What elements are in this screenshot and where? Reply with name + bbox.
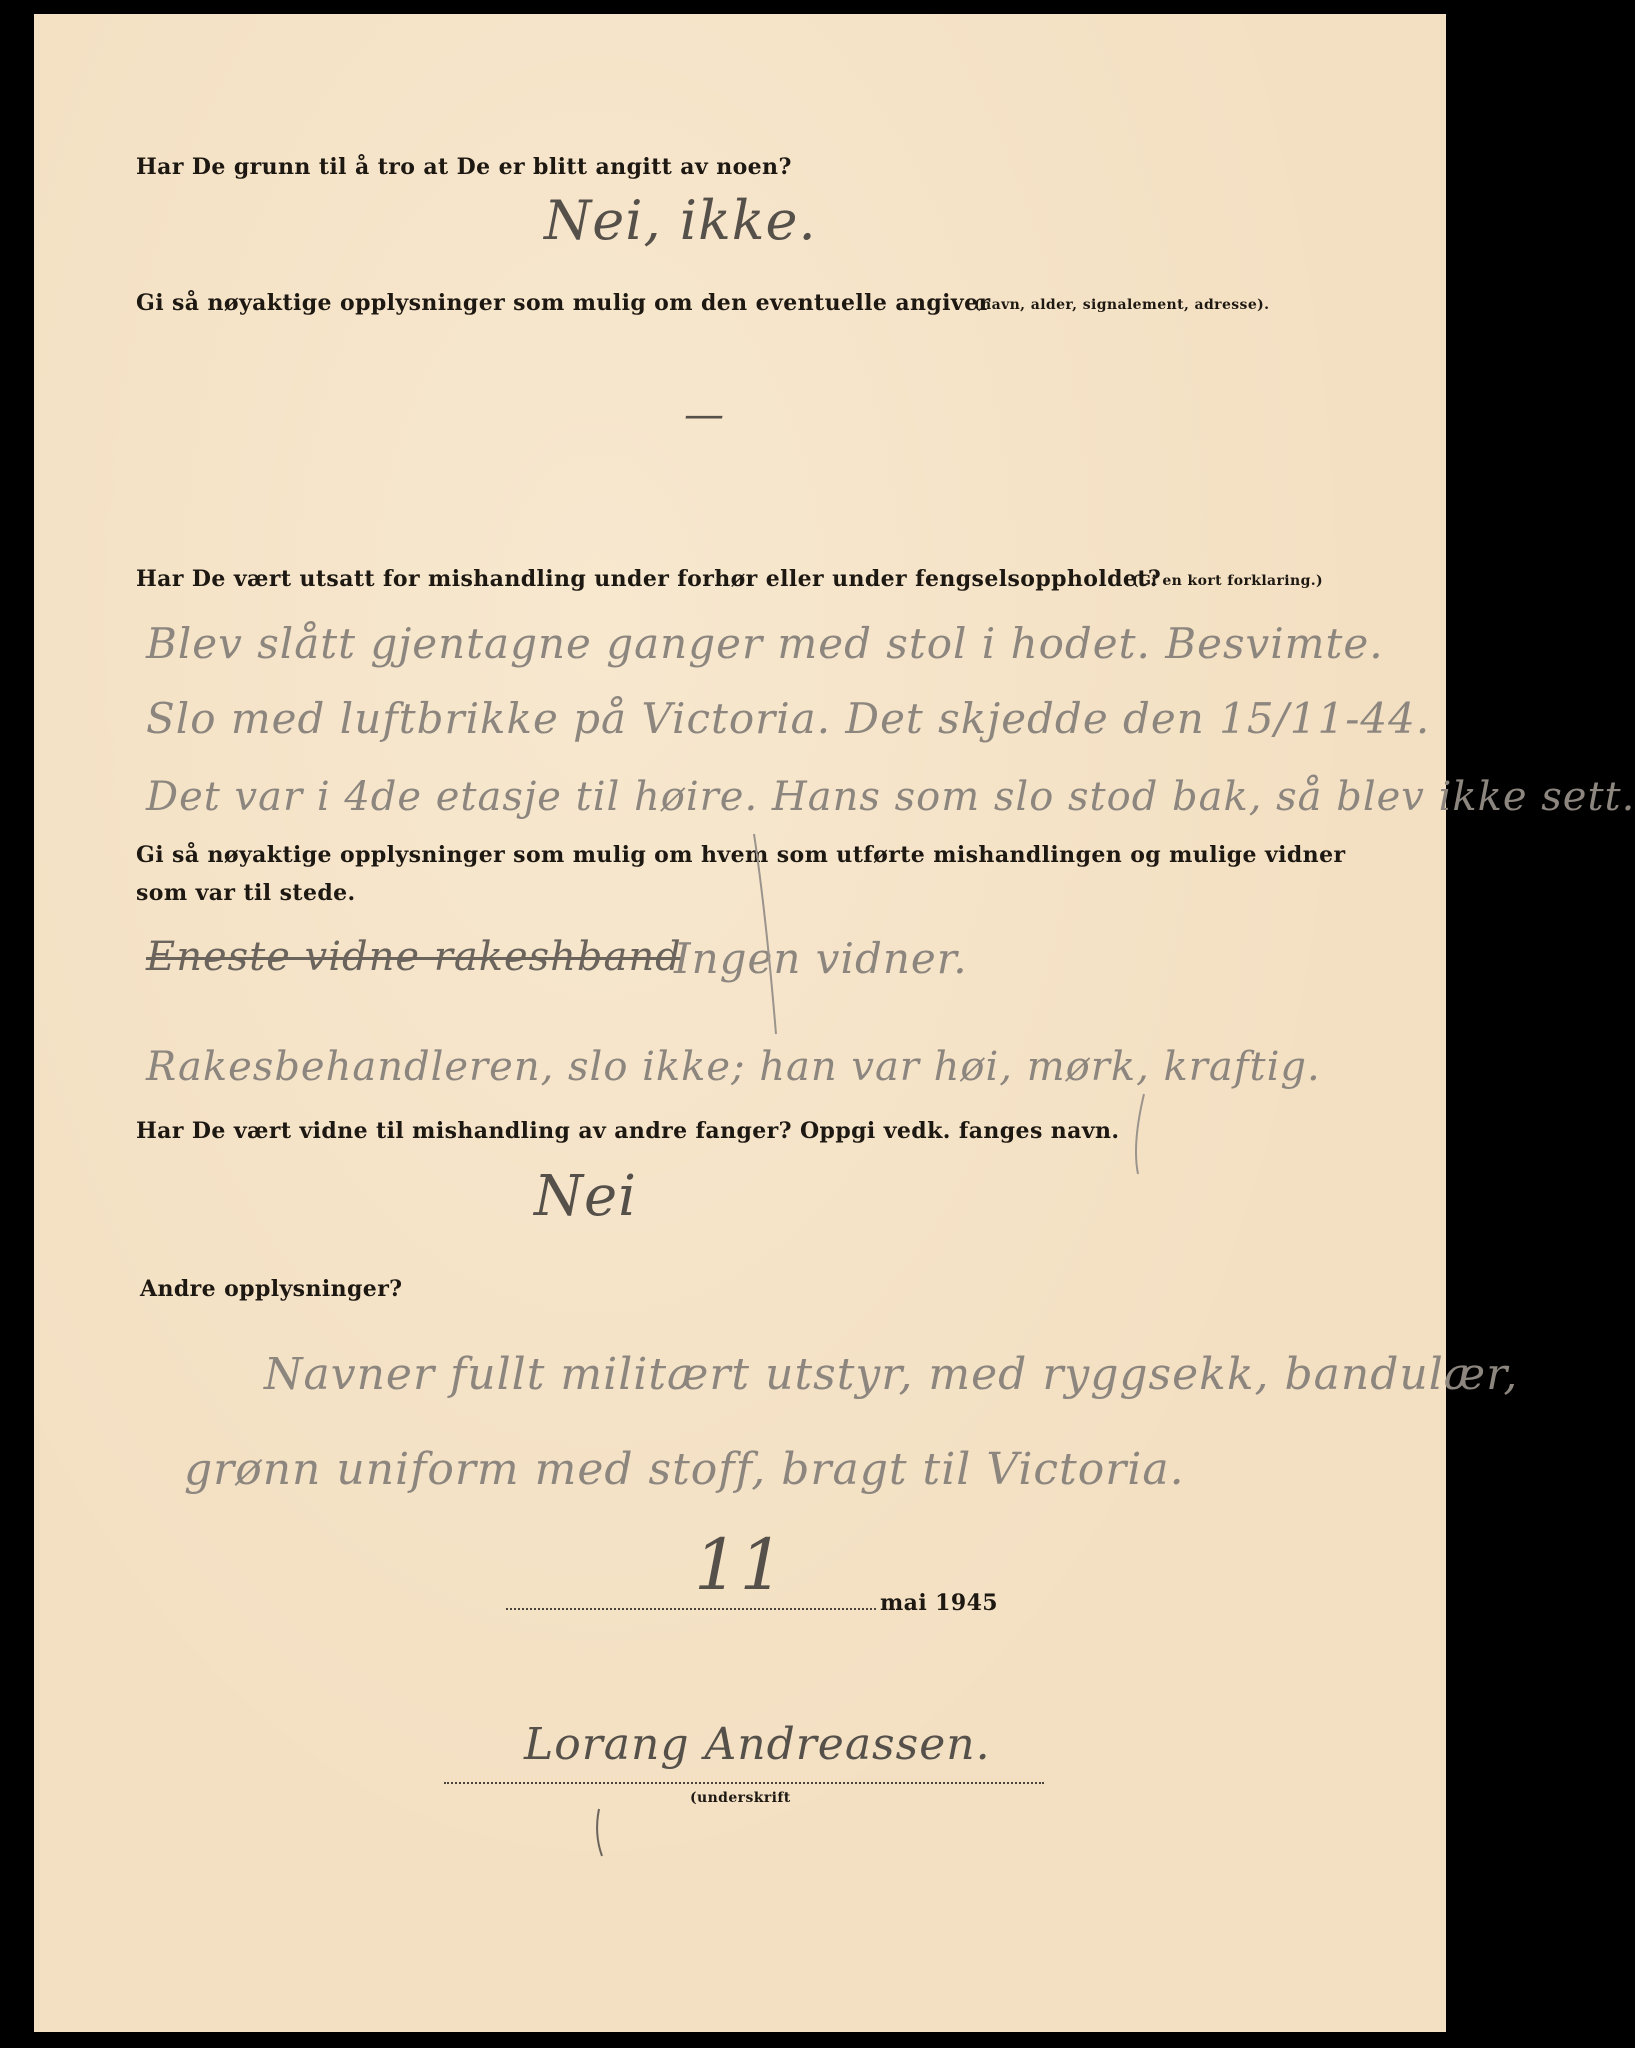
form-page: [34, 14, 1635, 2032]
date-day: 11: [694, 1524, 786, 1606]
answer-perpetrator-line-2: Rakesbehandleren, slo ikke; han var høi, mørk, kraftig.: [146, 1044, 1321, 1090]
answer-denounced: Nei, ikke.: [544, 189, 817, 252]
question-denounced: Har De grunn til å tro at De er blitt angitt av noen?: [136, 154, 792, 180]
handwriting-strokes: [34, 14, 1446, 2032]
answer-perpetrator-struck: Eneste vidne rakeshband: [146, 934, 682, 980]
question-witness: Har De vært vidne til mishandling av andre fanger? Oppgi vedk. fanges navn.: [136, 1118, 1120, 1144]
answer-mistreatment-line-3: Det var i 4de etasje til høire. Hans som slo stod bak, så blev ikke sett.: [146, 774, 1635, 820]
answer-informer: —: [684, 392, 725, 438]
question-mistreatment: Har De vært utsatt for mishandling under forhør eller under fengselsoppholdet?: [136, 566, 1162, 592]
answer-other-info-line-2: grønn uniform med stoff, bragt til Victoria.: [184, 1444, 1185, 1495]
answer-witness: Nei: [534, 1164, 638, 1229]
answer-mistreatment-line-1: Blev slått gjentagne ganger med stol i hodet. Besvimte.: [146, 619, 1384, 668]
signature: Lorang Andreassen.: [524, 1719, 991, 1770]
question-other-info: Andre opplysninger?: [140, 1276, 403, 1302]
question-informer-note: (navn, alder, signalement, adresse).: [974, 297, 1270, 313]
answer-mistreatment-line-2: Slo med luftbrikke på Victoria. Det skjedde den 15/11-44.: [146, 694, 1431, 743]
question-perpetrator-line-1: Gi så nøyaktige opplysninger som mulig om hvem som utførte mishandlingen og mulige vidner: [136, 842, 1346, 868]
question-informer: Gi så nøyaktige opplysninger som mulig om den eventuelle angiver: [136, 290, 991, 316]
question-perpetrator-line-2: som var til stede.: [136, 880, 356, 906]
date-suffix: mai 1945: [880, 1590, 998, 1616]
question-mistreatment-note: (Gi en kort forklaring.): [1132, 573, 1324, 589]
answer-perpetrator-line-1: Ingen vidner.: [674, 934, 968, 983]
signature-label: (underskrift: [690, 1790, 791, 1806]
answer-other-info-line-1: Navner fullt militært utstyr, med ryggsekk, bandulær,: [264, 1349, 1519, 1400]
